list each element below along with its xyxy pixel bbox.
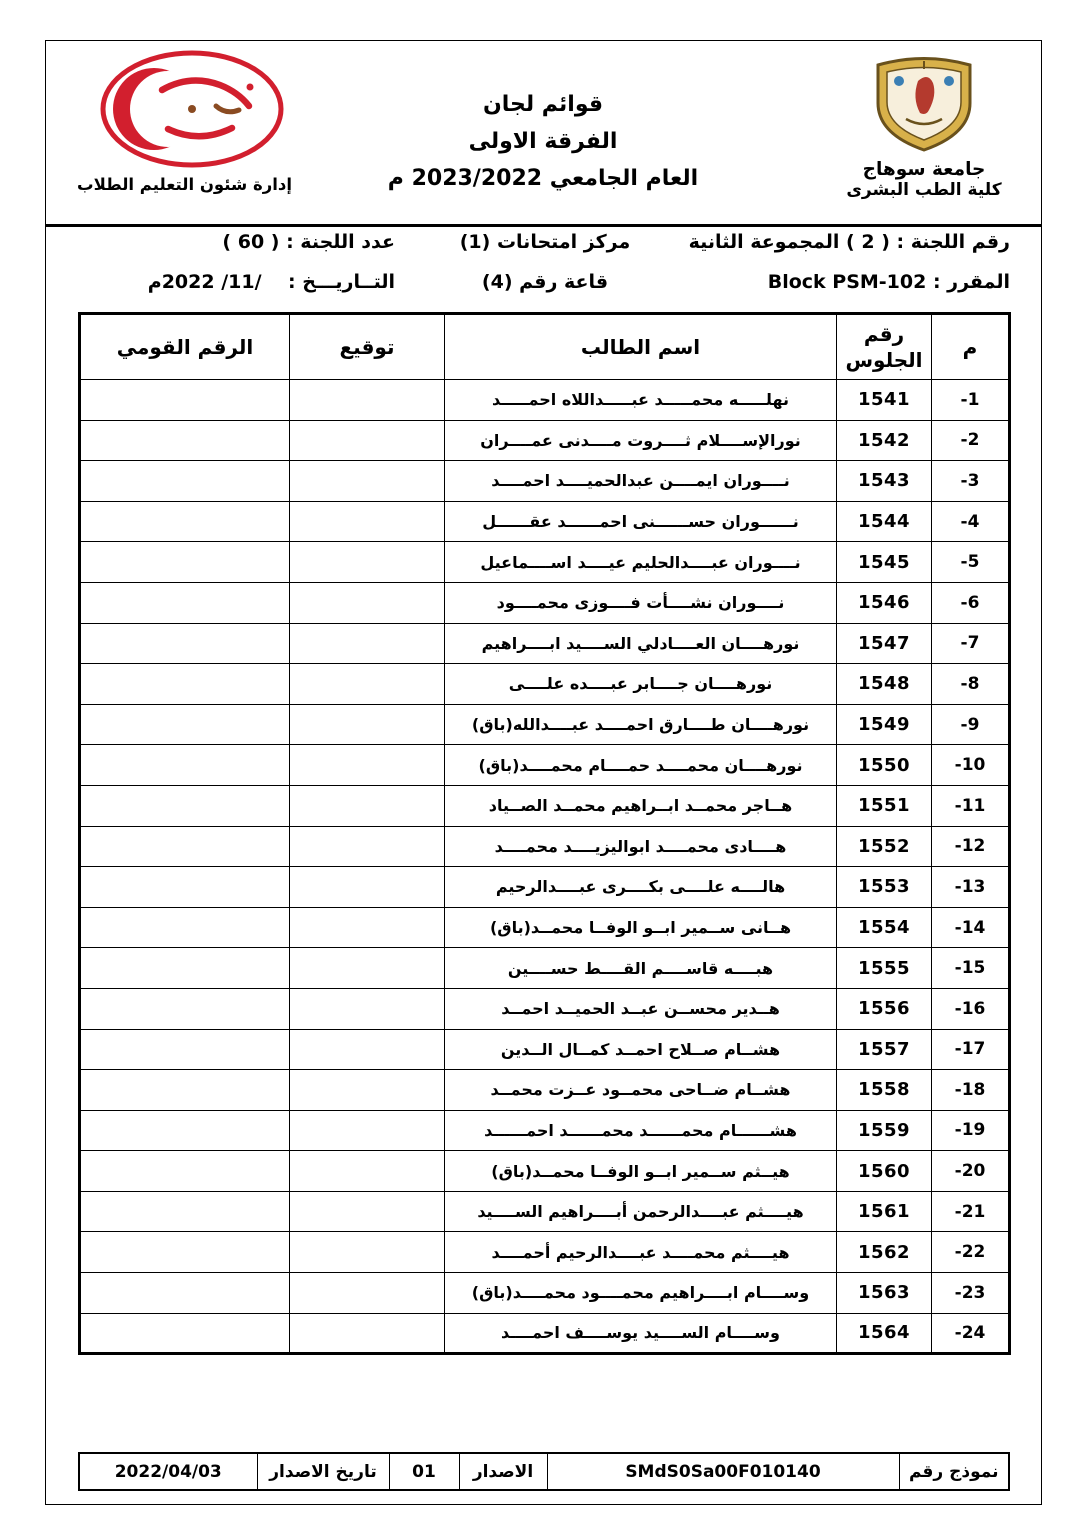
- form-number-label: نموذج رقم: [899, 1453, 1009, 1490]
- seat-number: 1559: [837, 1110, 932, 1151]
- document-footer: [78, 1452, 1010, 1491]
- serial-number: -19: [932, 1110, 1010, 1151]
- serial-number: -15: [932, 948, 1010, 989]
- seat-number: 1557: [837, 1029, 932, 1070]
- seat-number: 1552: [837, 826, 932, 867]
- form-number-value: SMdS0Sa00F010140: [547, 1453, 899, 1490]
- national-id-cell: [80, 501, 290, 542]
- national-id-cell: [80, 1191, 290, 1232]
- signature-cell: [290, 461, 445, 502]
- university-logo-block: [828, 56, 1020, 200]
- seat-number: 1555: [837, 948, 932, 989]
- national-id-cell: [80, 623, 290, 664]
- signature-cell: [290, 907, 445, 948]
- seat-number: 1545: [837, 542, 932, 583]
- title-block: [360, 86, 726, 197]
- table-row: [80, 745, 1010, 786]
- student-name: هــدير محســن عبــد الحميــد احمــد: [445, 988, 837, 1029]
- seat-number: 1561: [837, 1191, 932, 1232]
- national-id-cell: [80, 380, 290, 421]
- student-name: هيــــثم محمــــد عبــــدالرحيم أحمــــد: [445, 1232, 837, 1273]
- serial-number: -20: [932, 1151, 1010, 1192]
- issue-date-value: 2022/04/03: [79, 1453, 257, 1490]
- seat-number: 1549: [837, 704, 932, 745]
- footer-row: [79, 1453, 1009, 1490]
- national-id-cell: [80, 461, 290, 502]
- student-name: هشــام صــلاح احمــد كمــال الــدين: [445, 1029, 837, 1070]
- faculty-name: كلية الطب البشرى: [846, 180, 1002, 200]
- signature-cell: [290, 988, 445, 1029]
- serial-number: -9: [932, 704, 1010, 745]
- serial-number: -2: [932, 420, 1010, 461]
- academic-year-title: العام الجامعي 2023/2022 م: [387, 166, 699, 191]
- seat-number: 1564: [837, 1313, 932, 1354]
- signature-cell: [290, 1191, 445, 1232]
- national-id-cell: [80, 826, 290, 867]
- seat-number: 1546: [837, 582, 932, 623]
- seat-number: 1563: [837, 1273, 932, 1314]
- student-name: نورالإســــلام ثــــروت مــــدنى عمــــران: [445, 420, 837, 461]
- national-id-cell: [80, 1110, 290, 1151]
- student-name: نهلـــــه محمـــــد عبـــــداللاه احمـــــد: [445, 380, 837, 421]
- serial-number: -17: [932, 1029, 1010, 1070]
- national-id-cell: [80, 867, 290, 908]
- serial-number: -6: [932, 582, 1010, 623]
- signature-cell: [290, 1273, 445, 1314]
- student-name: نــــوران نشــــأت فــــوزى محمــــود: [445, 582, 837, 623]
- table-row: [80, 826, 1010, 867]
- student-name: نــــوران ايمــــن عبدالحميــــد احمــــد: [445, 461, 837, 502]
- table-row: [80, 380, 1010, 421]
- serial-number: -23: [932, 1273, 1010, 1314]
- national-id-cell: [80, 542, 290, 583]
- grade-title: الفرقة الاولى: [468, 129, 618, 154]
- student-name: نــــــوران حســــــنى احمــــــد عقــــــل: [445, 501, 837, 542]
- header-student-name: اسم الطالب: [445, 314, 837, 380]
- medical-education-crescent-logo-icon: [100, 50, 285, 168]
- national-id-cell: [80, 582, 290, 623]
- student-name: هــــادى محمــــد ابواليزيــــد محمــــد: [445, 826, 837, 867]
- student-table-body: [80, 380, 1010, 1354]
- table-row: [80, 785, 1010, 826]
- serial-number: -3: [932, 461, 1010, 502]
- seat-number: 1542: [837, 420, 932, 461]
- serial-number: -7: [932, 623, 1010, 664]
- table-row: [80, 1313, 1010, 1354]
- seat-number: 1558: [837, 1070, 932, 1111]
- students-table: [78, 312, 1011, 1355]
- signature-cell: [290, 745, 445, 786]
- committee-size: عدد اللجنة : ( 60 ): [222, 231, 395, 253]
- university-name: جامعة سوهاج: [862, 159, 986, 180]
- signature-cell: [290, 1070, 445, 1111]
- seat-number: 1554: [837, 907, 932, 948]
- table-row: [80, 988, 1010, 1029]
- student-name: نورهــــان العــــادلي الســــيد ابــــراهيم: [445, 623, 837, 664]
- signature-cell: [290, 1110, 445, 1151]
- table-row: [80, 623, 1010, 664]
- national-id-cell: [80, 420, 290, 461]
- national-id-cell: [80, 745, 290, 786]
- signature-cell: [290, 501, 445, 542]
- national-id-cell: [80, 1070, 290, 1111]
- table-row: [80, 1029, 1010, 1070]
- committee-number: رقم اللجنة : ( 2 ) المجموعة الثانية: [688, 231, 1010, 253]
- serial-number: -16: [932, 988, 1010, 1029]
- serial-number: -18: [932, 1070, 1010, 1111]
- table-row: [80, 1110, 1010, 1151]
- signature-cell: [290, 826, 445, 867]
- national-id-cell: [80, 988, 290, 1029]
- course-code: المقرر : Block PSM-102: [767, 271, 1010, 293]
- national-id-cell: [80, 907, 290, 948]
- national-id-cell: [80, 1232, 290, 1273]
- seat-number: 1562: [837, 1232, 932, 1273]
- signature-cell: [290, 948, 445, 989]
- seat-number: 1548: [837, 664, 932, 705]
- table-row: [80, 501, 1010, 542]
- signature-cell: [290, 623, 445, 664]
- seat-number: 1541: [837, 380, 932, 421]
- header-national-id: الرقم القومي: [80, 314, 290, 380]
- student-name: نورهــــان محمــــد حمــــام محمــــد(باق): [445, 745, 837, 786]
- table-row: [80, 1151, 1010, 1192]
- page-title: قوائم لجان: [482, 92, 604, 117]
- header-seat-number: رقم الجلوس: [837, 314, 932, 380]
- seat-number: 1544: [837, 501, 932, 542]
- table-row: [80, 907, 1010, 948]
- table-row: [80, 867, 1010, 908]
- header-signature: توقيع: [290, 314, 445, 380]
- hall-number: قاعة رقم (4): [481, 271, 609, 293]
- student-name: هشــــــام محمــــــد محمــــــد احمــــــد: [445, 1110, 837, 1151]
- national-id-cell: [80, 1313, 290, 1354]
- signature-cell: [290, 867, 445, 908]
- table-row: [80, 1191, 1010, 1232]
- serial-number: -4: [932, 501, 1010, 542]
- serial-number: -22: [932, 1232, 1010, 1273]
- serial-number: -13: [932, 867, 1010, 908]
- table-row: [80, 542, 1010, 583]
- header-serial: م: [932, 314, 1010, 380]
- issue-label: الاصدار: [459, 1453, 547, 1490]
- signature-cell: [290, 785, 445, 826]
- student-name: نورهــــان جــــابر عبــــده علــــى: [445, 664, 837, 705]
- table-row: [80, 1273, 1010, 1314]
- serial-number: -5: [932, 542, 1010, 583]
- table-row: [80, 582, 1010, 623]
- national-id-cell: [80, 1029, 290, 1070]
- national-id-cell: [80, 1273, 290, 1314]
- table-row: [80, 461, 1010, 502]
- seat-number: 1556: [837, 988, 932, 1029]
- student-name: هشــام ضــاحى محمــود عــزت محمــد: [445, 1070, 837, 1111]
- national-id-cell: [80, 1151, 290, 1192]
- serial-number: -21: [932, 1191, 1010, 1232]
- signature-cell: [290, 420, 445, 461]
- national-id-cell: [80, 785, 290, 826]
- student-name: نــــوران عبــــدالحليم عيــــد اســــماعيل: [445, 542, 837, 583]
- serial-number: -24: [932, 1313, 1010, 1354]
- signature-cell: [290, 1232, 445, 1273]
- seat-number: 1551: [837, 785, 932, 826]
- exam-center: مركز امتحانات (1): [459, 231, 631, 253]
- header-divider: [45, 224, 1042, 227]
- seat-number: 1553: [837, 867, 932, 908]
- seat-number: 1547: [837, 623, 932, 664]
- student-name: هــاجر محمــد ابــراهيم محمــد الصــياد: [445, 785, 837, 826]
- signature-cell: [290, 1313, 445, 1354]
- student-name: وســــام ابــــراهيم محمــــود محمــــد(باق): [445, 1273, 837, 1314]
- student-name: هبــــه قاســــم القــــط حســــين: [445, 948, 837, 989]
- student-name: هيــثم ســمير ابــو الوفــا محمــد(باق): [445, 1151, 837, 1192]
- student-name: هالــــه علــــى بكــــرى عبــــدالرحيم: [445, 867, 837, 908]
- signature-cell: [290, 1151, 445, 1192]
- issue-number-value: 01: [389, 1453, 459, 1490]
- seat-number: 1550: [837, 745, 932, 786]
- signature-cell: [290, 704, 445, 745]
- national-id-cell: [80, 948, 290, 989]
- serial-number: -1: [932, 380, 1010, 421]
- signature-cell: [290, 380, 445, 421]
- sohag-university-shield-logo-icon: [872, 56, 976, 152]
- faculty-logo-block: [77, 50, 292, 194]
- serial-number: -11: [932, 785, 1010, 826]
- national-id-cell: [80, 664, 290, 705]
- seat-number: 1543: [837, 461, 932, 502]
- student-name: وســــام الســــيد يوســــف احمــــد: [445, 1313, 837, 1354]
- dept-caption: إدارة شئون التعليم الطلاب: [77, 175, 292, 194]
- serial-number: -10: [932, 745, 1010, 786]
- student-name: نورهــــان طــــارق احمــــد عبــــدالله(باق): [445, 704, 837, 745]
- national-id-cell: [80, 704, 290, 745]
- table-row: [80, 948, 1010, 989]
- signature-cell: [290, 1029, 445, 1070]
- student-name: هيــــثم عبــــدالرحمن أبــــراهيم الســــيد: [445, 1191, 837, 1232]
- serial-number: -12: [932, 826, 1010, 867]
- seat-number: 1560: [837, 1151, 932, 1192]
- table-row: [80, 1232, 1010, 1273]
- signature-cell: [290, 582, 445, 623]
- table-header-row: [80, 314, 1010, 380]
- issue-date-label: تاريخ الاصدار: [257, 1453, 389, 1490]
- signature-cell: [290, 664, 445, 705]
- table-row: [80, 420, 1010, 461]
- table-row: [80, 704, 1010, 745]
- serial-number: -8: [932, 664, 1010, 705]
- student-name: هــانى ســمير ابــو الوفــا محمــد(باق): [445, 907, 837, 948]
- table-row: [80, 1070, 1010, 1111]
- table-row: [80, 664, 1010, 705]
- exam-date: التــاريـــخ : /11/ 2022م: [147, 271, 395, 293]
- signature-cell: [290, 542, 445, 583]
- serial-number: -14: [932, 907, 1010, 948]
